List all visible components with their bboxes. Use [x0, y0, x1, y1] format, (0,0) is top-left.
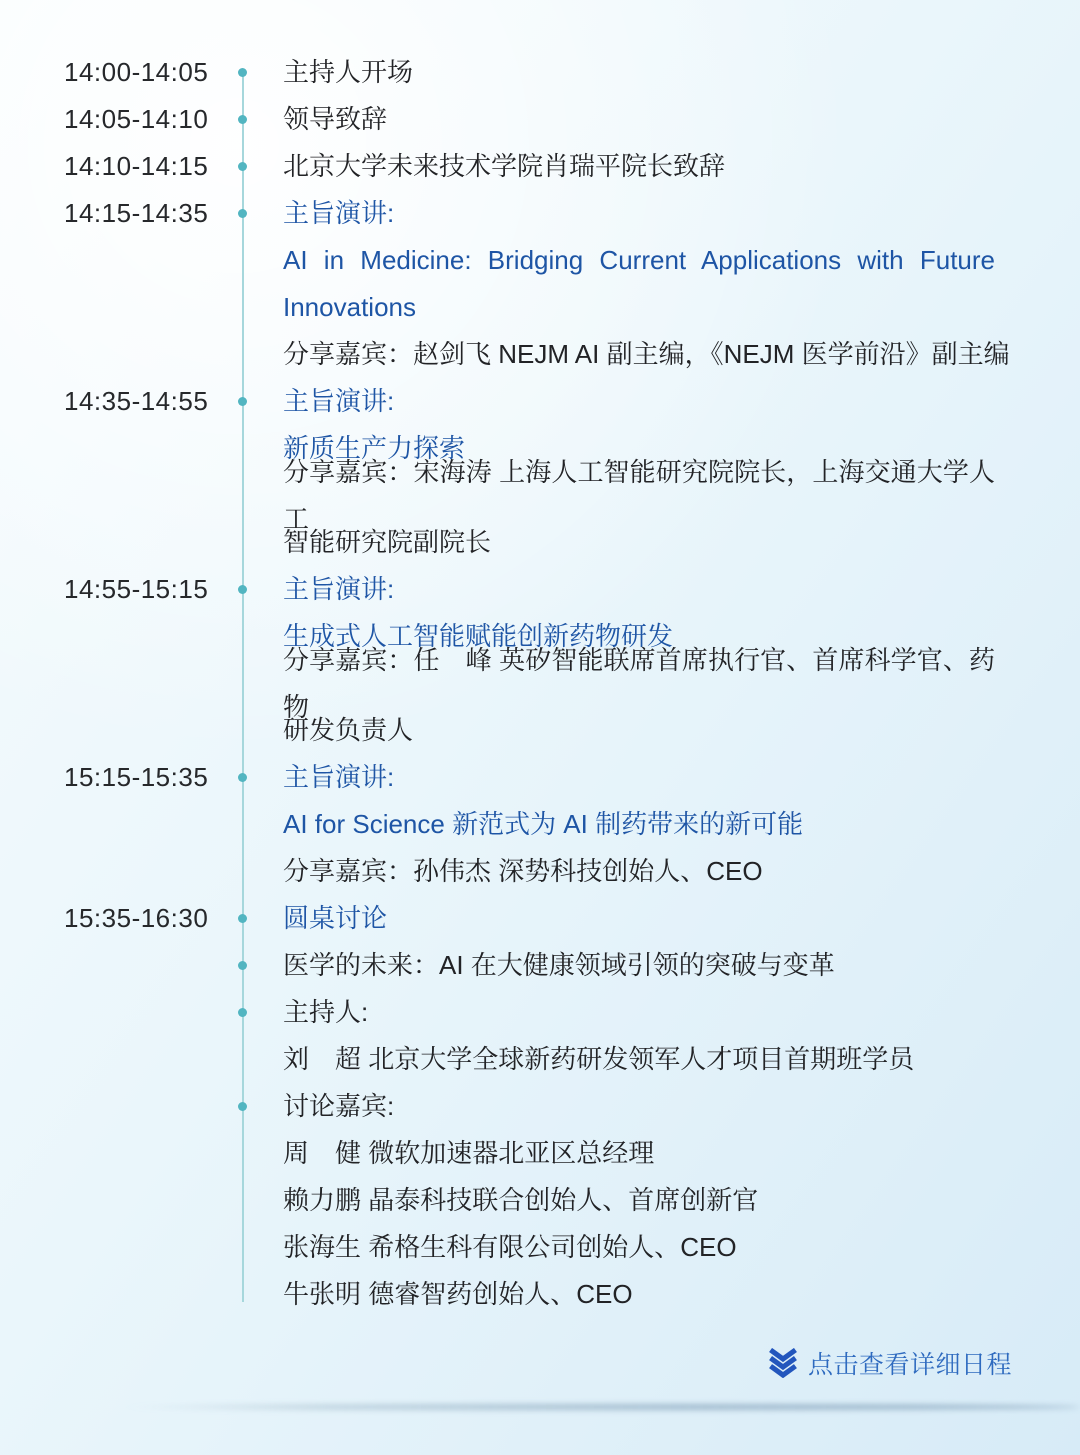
- schedule-row: [0, 190, 1080, 237]
- time-label: 14:35-14:55: [64, 386, 209, 416]
- schedule-row: [0, 895, 1080, 942]
- session-text: 分享嘉宾：任 峰 英矽智能联席首席执行官、首席科学官、药物: [283, 644, 995, 722]
- bottom-shadow: [118, 1404, 1080, 1410]
- session-text: 领导致辞: [283, 104, 388, 134]
- schedule-row: [0, 1036, 1080, 1083]
- timeline-dot: [238, 397, 247, 406]
- session-text: 张海生 希格生科有限公司创始人、CEO: [283, 1232, 737, 1262]
- session-text: 智能研究院副院长: [283, 527, 492, 557]
- footer-link[interactable]: [769, 1344, 1012, 1382]
- schedule-row: [0, 96, 1080, 143]
- session-text: AI in Medicine: Bridging Current Applications with Future: [283, 245, 995, 275]
- session-text: 主持人:: [283, 997, 369, 1027]
- schedule-row: [0, 1224, 1080, 1271]
- session-text: 牛张明 德睿智药创始人、CEO: [283, 1279, 633, 1309]
- schedule: [0, 49, 1080, 1318]
- session-text: 主持人开场: [283, 57, 414, 87]
- time-label: 14:05-14:10: [64, 104, 209, 134]
- session-text: 刘 超 北京大学全球新药研发领军人才项目首期班学员: [283, 1044, 915, 1074]
- session-text: 研发负责人: [283, 715, 414, 745]
- schedule-row: [0, 1130, 1080, 1177]
- footer-label: 点击查看详细日程: [807, 1351, 1012, 1379]
- session-text: 分享嘉宾：孙伟杰 深势科技创始人、CEO: [283, 856, 763, 886]
- session-text: 新质生产力探索: [283, 433, 466, 463]
- session-text: 讨论嘉宾:: [283, 1091, 395, 1121]
- timeline-dot: [238, 162, 247, 171]
- timeline-dot: [238, 773, 247, 782]
- time-label: 14:55-15:15: [64, 574, 209, 604]
- session-text: 主旨演讲:: [283, 386, 395, 416]
- session-text: 主旨演讲:: [283, 762, 395, 792]
- schedule-row: [0, 801, 1080, 848]
- timeline-dot: [238, 1008, 247, 1017]
- schedule-row: [0, 1177, 1080, 1224]
- schedule-row: [0, 989, 1080, 1036]
- schedule-row: [0, 644, 1080, 722]
- timeline-dot: [238, 68, 247, 77]
- timeline-dot: [238, 209, 247, 218]
- session-text: 主旨演讲:: [283, 198, 395, 228]
- schedule-row: [0, 942, 1080, 989]
- session-text: 北京大学未来技术学院肖瑞平院长致辞: [283, 151, 726, 181]
- time-label: 15:15-15:35: [64, 762, 209, 792]
- schedule-row: [0, 143, 1080, 190]
- session-text: 主旨演讲:: [283, 574, 395, 604]
- session-text: Innovations: [283, 292, 416, 322]
- session-text: 分享嘉宾：赵剑飞 NEJM AI 副主编，《NEJM 医学前沿》副主编: [283, 339, 1010, 369]
- chevrons-down-icon: [769, 1348, 797, 1378]
- schedule-row: [0, 49, 1080, 96]
- schedule-row: [0, 331, 1080, 378]
- schedule-row: [0, 848, 1080, 895]
- schedule-row: [0, 284, 1080, 331]
- session-text: AI for Science 新范式为 AI 制药带来的新可能: [283, 809, 804, 839]
- time-label: 14:10-14:15: [64, 151, 209, 181]
- schedule-row: [0, 1083, 1080, 1130]
- session-text: 生成式人工智能赋能创新药物研发: [283, 621, 674, 651]
- schedule-row: [0, 1271, 1080, 1318]
- schedule-row: [0, 456, 1080, 534]
- schedule-row: [0, 566, 1080, 613]
- schedule-row: [0, 707, 1080, 754]
- time-label: 14:00-14:05: [64, 57, 209, 87]
- session-text: 周 健 微软加速器北亚区总经理: [283, 1138, 655, 1168]
- timeline-dot: [238, 1102, 247, 1111]
- session-text: 分享嘉宾：宋海涛 上海人工智能研究院院长，上海交通大学人工: [283, 456, 995, 534]
- timeline-dot: [238, 585, 247, 594]
- time-label: 14:15-14:35: [64, 198, 209, 228]
- schedule-row: [0, 519, 1080, 566]
- schedule-row: [0, 378, 1080, 425]
- timeline-dot: [238, 961, 247, 970]
- time-label: 15:35-16:30: [64, 903, 209, 933]
- session-text: 圆桌讨论: [283, 903, 388, 933]
- session-text: 医学的未来：AI 在大健康领域引领的突破与变革: [283, 950, 835, 980]
- timeline-dot: [238, 914, 247, 923]
- session-text: 赖力鹏 晶泰科技联合创始人、首席创新官: [283, 1185, 759, 1215]
- schedule-row: [0, 237, 1080, 284]
- timeline-dot: [238, 115, 247, 124]
- schedule-row: [0, 754, 1080, 801]
